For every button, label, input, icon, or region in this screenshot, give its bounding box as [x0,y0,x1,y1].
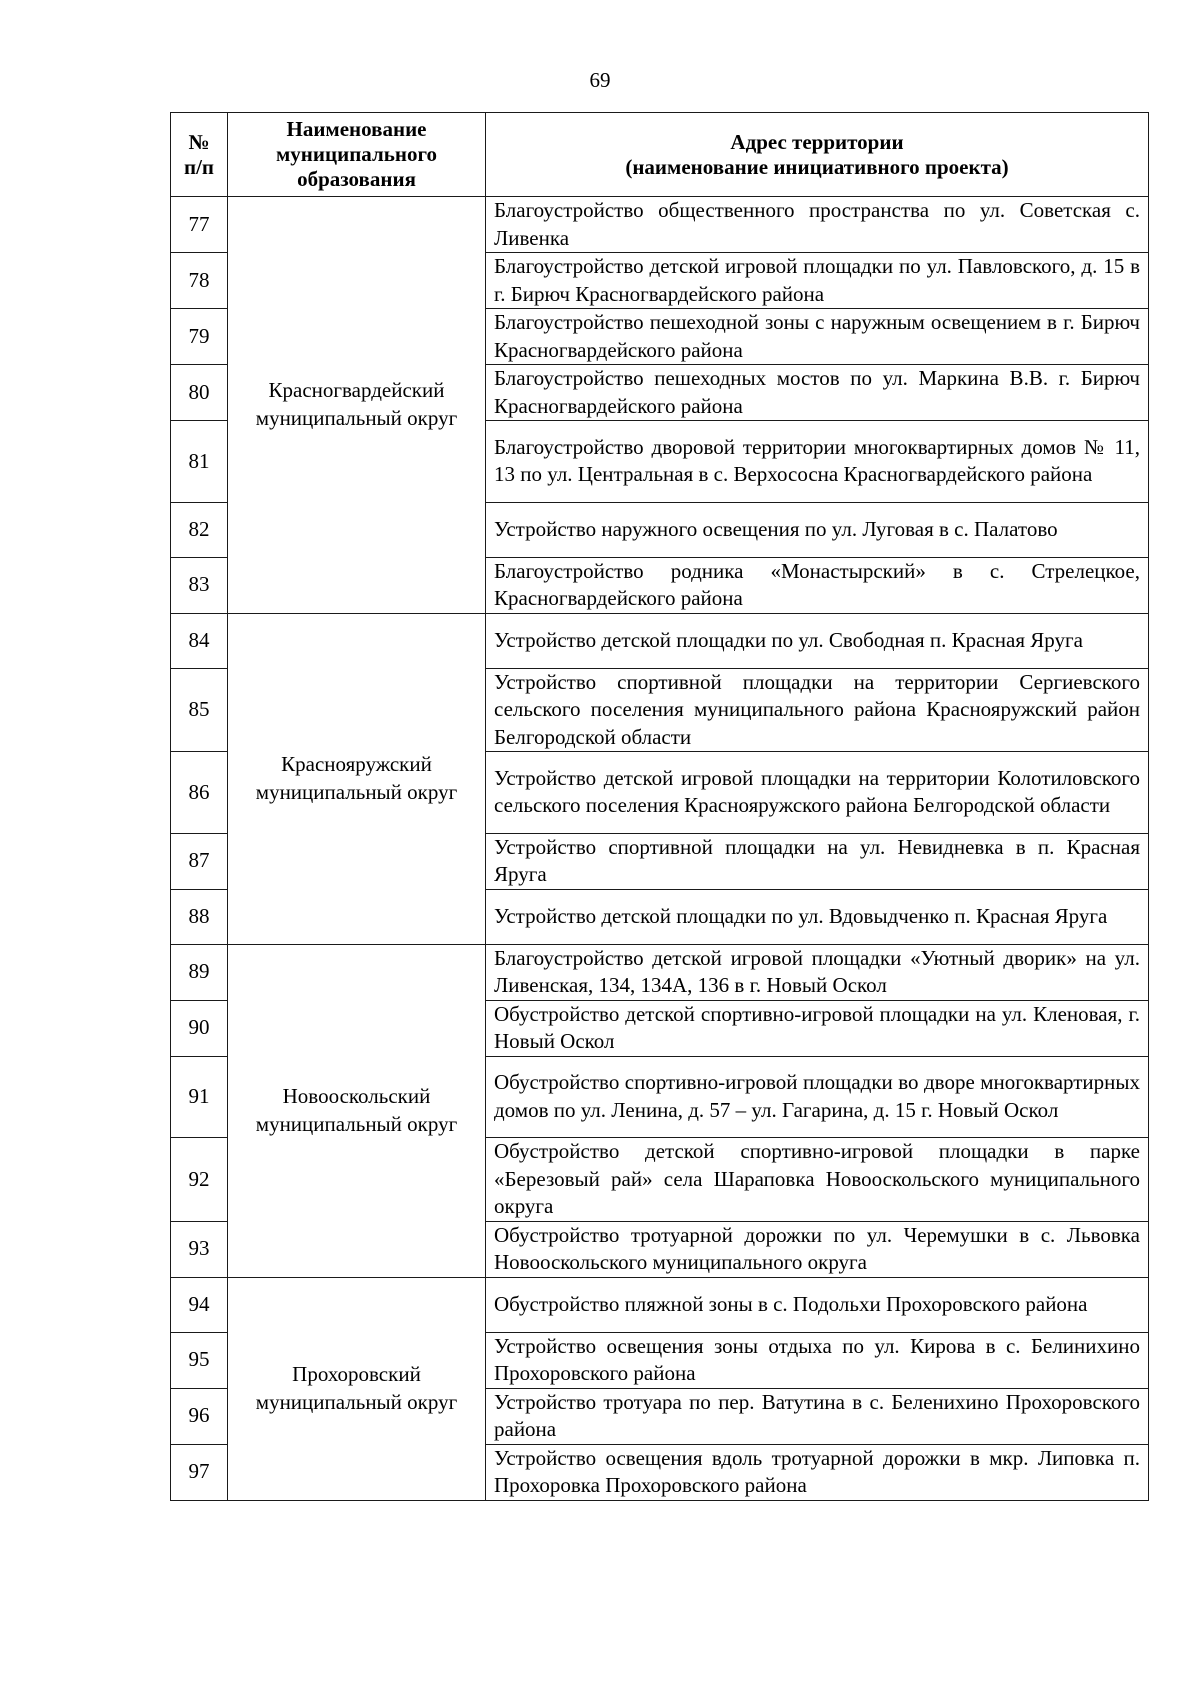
project-address: Благоустройство пешеходных мостов по ул. Маркина В.В. г. Бирюч Красногвардейского района [486,365,1149,421]
project-address: Устройство наружного освещения по ул. Луговая в с. Палатово [486,502,1149,557]
table-header-row [171,113,1149,197]
header-num: № п/п [171,113,228,197]
row-number: 86 [171,752,228,834]
row-number: 88 [171,889,228,944]
project-address: Обустройство тротуарной дорожки по ул. Черемушки в с. Львовка Новооскольского муниципального округа [486,1221,1149,1277]
row-number: 91 [171,1056,228,1138]
project-address: Благоустройство родника «Монастырский» в с. Стрелецкое, Красногвардейского района [486,557,1149,613]
table-row [171,1277,1149,1332]
municipality-name: Красногвардейский муниципальный округ [228,197,486,614]
project-address: Устройство детской игровой площадки на территории Колотиловского сельского поселения Краснояружского района Белгородской области [486,752,1149,834]
table-row [171,613,1149,668]
project-address: Благоустройство дворовой территории многоквартирных домов № 11, 13 по ул. Центральная в с. Верхососна Красногвардейского района [486,421,1149,503]
municipality-name: Новооскольский муниципальный округ [228,944,486,1277]
municipality-name: Краснояружский муниципальный округ [228,613,486,944]
project-address: Благоустройство пешеходной зоны с наружным освещением в г. Бирюч Красногвардейского района [486,309,1149,365]
row-number: 77 [171,197,228,253]
projects-table [170,112,1149,1501]
row-number: 81 [171,421,228,503]
page-number: 69 [589,68,611,92]
project-address: Благоустройство общественного пространства по ул. Советская с. Ливенка [486,197,1149,253]
row-number: 83 [171,557,228,613]
table-row [171,197,1149,253]
project-address: Устройство тротуара по пер. Ватутина в с. Беленихино Прохоровского района [486,1388,1149,1444]
project-address: Устройство освещения зоны отдыха по ул. Кирова в с. Белинихино Прохоровского района [486,1332,1149,1388]
project-address: Устройство спортивной площадки на ул. Невидневка в п. Красная Яруга [486,833,1149,889]
row-number: 93 [171,1221,228,1277]
project-address: Обустройство детской спортивно-игровой площадки на ул. Кленовая, г. Новый Оскол [486,1000,1149,1056]
municipality-name: Прохоровский муниципальный округ [228,1277,486,1500]
project-address: Обустройство детской спортивно-игровой площадки в парке «Березовый рай» села Шараповка Новооскольского муниципального округа [486,1138,1149,1222]
project-address: Обустройство пляжной зоны в с. Подольхи Прохоровского района [486,1277,1149,1332]
row-number: 79 [171,309,228,365]
row-number: 80 [171,365,228,421]
header-municipality: Наименование муниципального образования [228,113,486,197]
row-number: 92 [171,1138,228,1222]
project-address: Благоустройство детской игровой площадки по ул. Павловского, д. 15 в г. Бирюч Красногвардейского района [486,253,1149,309]
row-number: 97 [171,1444,228,1500]
row-number: 90 [171,1000,228,1056]
row-number: 87 [171,833,228,889]
project-address: Устройство спортивной площадки на территории Сергиевского сельского поселения муниципального района Краснояружский район Белгородской области [486,668,1149,752]
header-address: Адрес территории (наименование инициативного проекта) [486,113,1149,197]
row-number: 82 [171,502,228,557]
table-row [171,944,1149,1000]
row-number: 84 [171,613,228,668]
table-body [171,197,1149,1501]
row-number: 96 [171,1388,228,1444]
project-address: Устройство освещения вдоль тротуарной дорожки в мкр. Липовка п. Прохоровка Прохоровского района [486,1444,1149,1500]
row-number: 78 [171,253,228,309]
row-number: 85 [171,668,228,752]
project-address: Устройство детской площадки по ул. Вдовыдченко п. Красная Яруга [486,889,1149,944]
project-address: Обустройство спортивно-игровой площадки во дворе многоквартирных домов по ул. Ленина, д. 57 – ул. Гагарина, д. 15 г. Новый Оскол [486,1056,1149,1138]
project-address: Устройство детской площадки по ул. Свободная п. Красная Яруга [486,613,1149,668]
row-number: 95 [171,1332,228,1388]
row-number: 89 [171,944,228,1000]
row-number: 94 [171,1277,228,1332]
project-address: Благоустройство детской игровой площадки «Уютный дворик» на ул. Ливенская, 134, 134А, 136 в г. Новый Оскол [486,944,1149,1000]
